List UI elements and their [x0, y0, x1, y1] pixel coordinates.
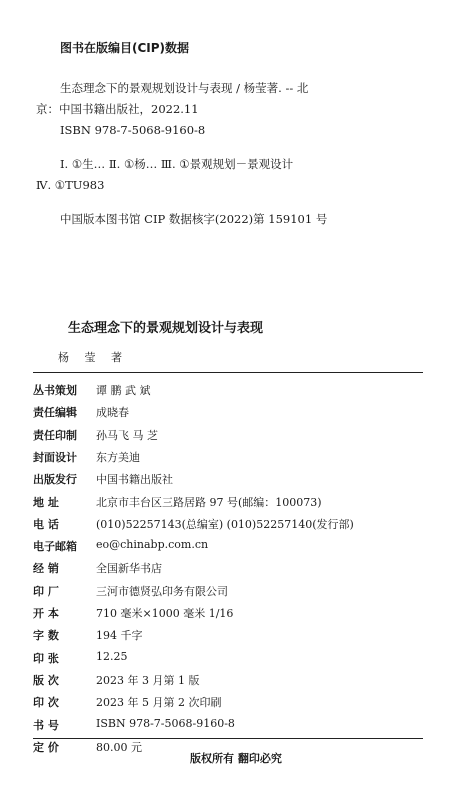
- detail-label: 印 次: [33, 696, 59, 710]
- detail-value: 80.00 元: [96, 740, 142, 754]
- detail-value: 三河市德贤弘印务有限公司: [96, 584, 228, 598]
- detail-label: 电 话: [33, 517, 59, 531]
- detail-label: 责任编辑: [33, 406, 77, 420]
- detail-label: 电子邮箱: [33, 540, 77, 554]
- cip-record-line1: 生态理念下的景观规划设计与表现 / 杨莹著. -- 北: [60, 81, 309, 95]
- detail-value: 东方美迪: [96, 450, 140, 464]
- detail-label: 出版发行: [33, 473, 77, 487]
- detail-value: 孙马飞 马 芝: [96, 428, 158, 442]
- copyright-notice: 版权所有 翻印必究: [190, 752, 282, 765]
- divider-top: [33, 372, 423, 373]
- detail-value: (010)52257143(总编室) (010)52257140(发行部): [96, 517, 354, 531]
- detail-value: eo@chinabp.com.cn: [96, 538, 209, 552]
- detail-label: 印 张: [33, 651, 59, 665]
- cip-verification: 中国版本图书馆 CIP 数据核字(2022)第 159101 号: [60, 212, 328, 226]
- detail-value: 北京市丰台区三路居路 97 号(邮编：100073): [96, 495, 322, 509]
- detail-label: 丛书策划: [33, 384, 77, 397]
- book-author: 杨 莹 著: [58, 351, 128, 364]
- cip-record-line2: 京：中国书籍出版社，2022.11: [36, 102, 199, 116]
- detail-value: 全国新华书店: [96, 562, 162, 576]
- book-title: 生态理念下的景观规划设计与表现: [68, 321, 264, 336]
- detail-value: 2023 年 3 月第 1 版: [96, 673, 200, 687]
- detail-label: 开 本: [33, 607, 59, 620]
- divider-bottom: [33, 738, 423, 739]
- cip-heading: 图书在版编目(CIP)数据: [60, 41, 190, 55]
- detail-label: 地 址: [33, 495, 59, 509]
- cip-class-line1: Ⅰ. ①生… Ⅱ. ①杨… Ⅲ. ①景观规划－景观设计: [60, 157, 294, 171]
- detail-label: 经 销: [33, 562, 59, 576]
- detail-value: 710 毫米×1000 毫米 1/16: [96, 607, 234, 620]
- detail-label: 定 价: [33, 740, 59, 754]
- cip-isbn: ISBN 978-7-5068-9160-8: [60, 123, 206, 137]
- detail-label: 封面设计: [33, 450, 77, 464]
- detail-label: 字 数: [33, 629, 59, 643]
- detail-label: 书 号: [33, 718, 59, 732]
- detail-value: 谭 鹏 武 斌: [96, 384, 151, 397]
- detail-label: 印 厂: [33, 584, 59, 598]
- detail-value: 12.25: [96, 649, 128, 663]
- detail-value: ISBN 978-7-5068-9160-8: [96, 716, 235, 730]
- detail-value: 2023 年 5 月第 2 次印刷: [96, 696, 222, 710]
- detail-label: 版 次: [33, 673, 59, 687]
- cip-class-line2: Ⅳ. ①TU983: [36, 178, 105, 192]
- detail-value: 194 千字: [96, 629, 143, 643]
- detail-value: 成晓春: [96, 406, 129, 420]
- detail-value: 中国书籍出版社: [96, 473, 173, 487]
- detail-label: 责任印制: [33, 428, 77, 442]
